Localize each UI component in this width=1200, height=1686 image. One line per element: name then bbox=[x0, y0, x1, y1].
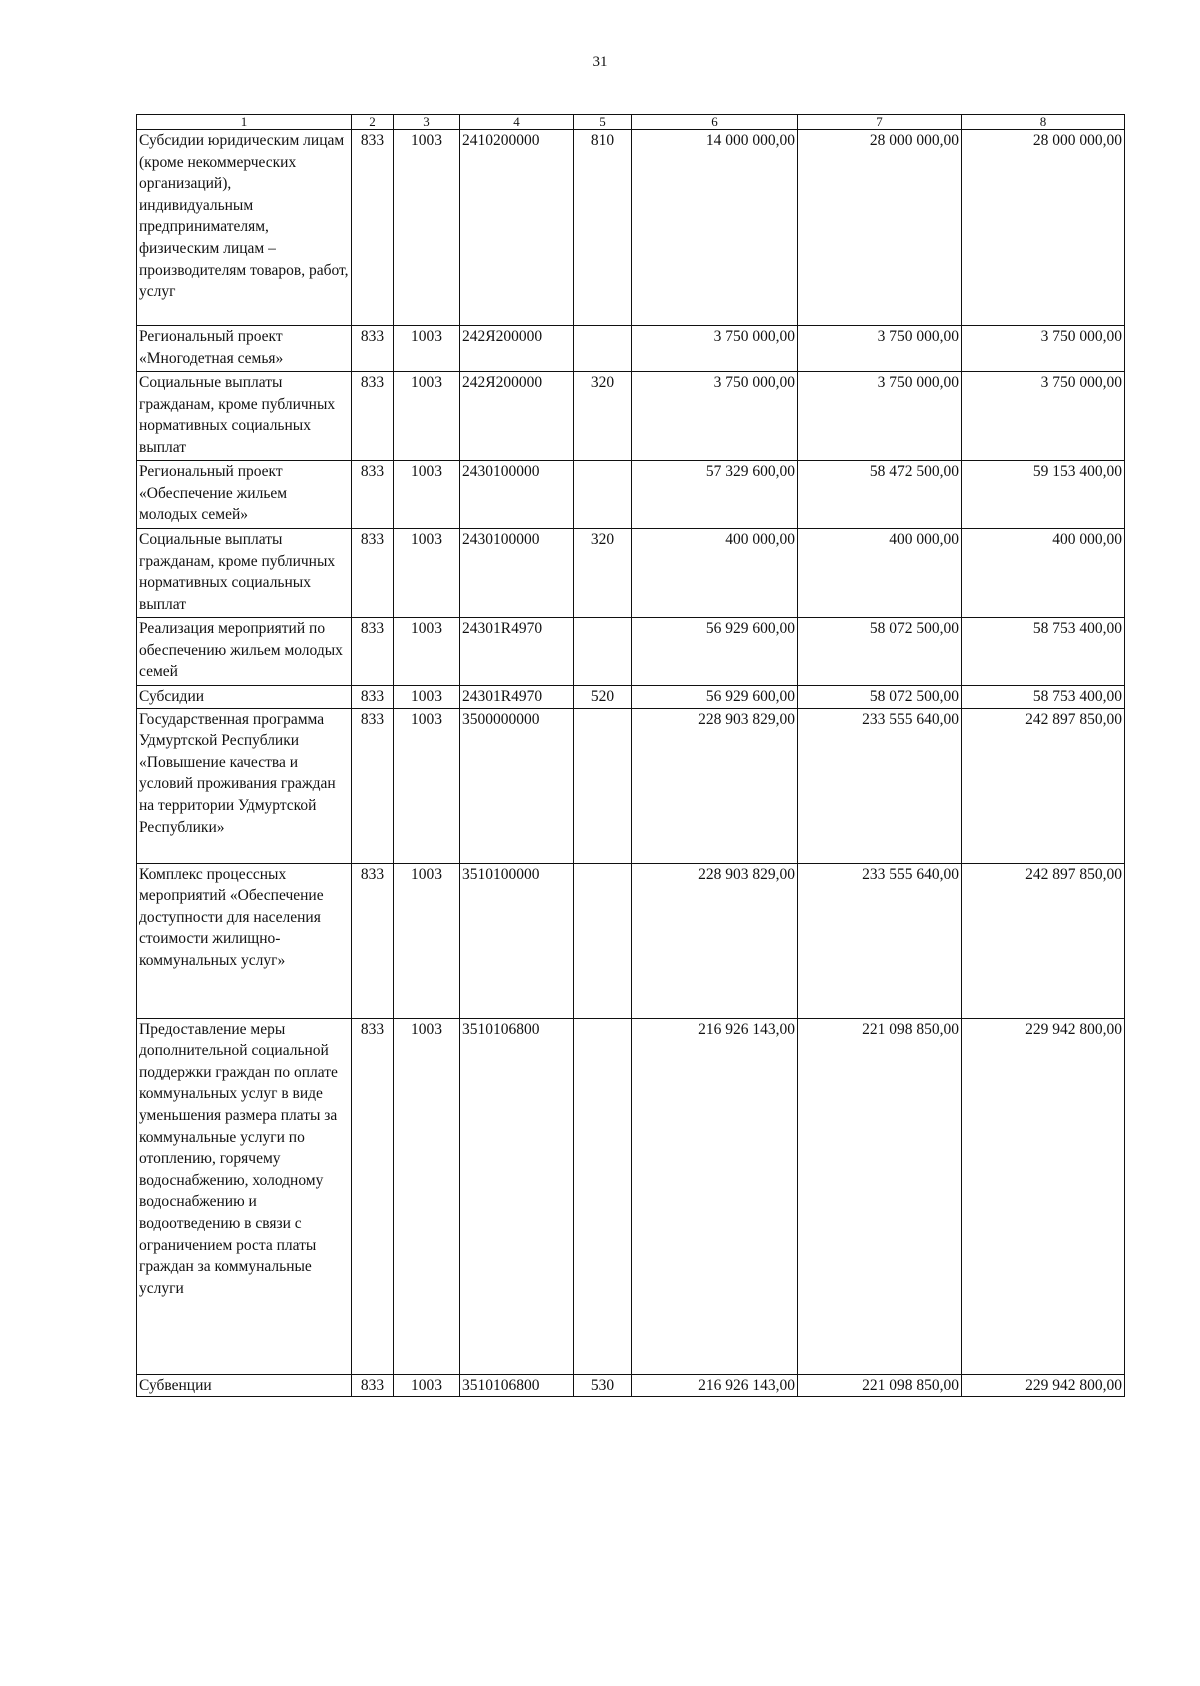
cell-target-code: 3510106800 bbox=[460, 1374, 574, 1397]
cell-amount-2: 3 750 000,00 bbox=[798, 326, 962, 372]
row-name: Комплекс процессных мероприятий «Обеспечение доступности для населения стоимости жилищно-коммунальных услуг» bbox=[137, 863, 352, 1018]
cell-expense-type bbox=[574, 618, 632, 686]
cell-target-code: 24301R4970 bbox=[460, 686, 574, 709]
cell-target-code: 242Я200000 bbox=[460, 372, 574, 461]
cell-section-code: 1003 bbox=[394, 1018, 460, 1374]
cell-expense-type: 520 bbox=[574, 686, 632, 709]
table-row bbox=[137, 372, 1125, 461]
row-name: Субвенции bbox=[137, 1374, 352, 1397]
cell-ministry-code: 833 bbox=[352, 686, 394, 709]
cell-expense-type bbox=[574, 326, 632, 372]
cell-expense-type bbox=[574, 708, 632, 863]
table-row bbox=[137, 686, 1125, 709]
cell-amount-2: 400 000,00 bbox=[798, 529, 962, 618]
table-row bbox=[137, 529, 1125, 618]
cell-ministry-code: 833 bbox=[352, 461, 394, 529]
row-name: Субсидии bbox=[137, 686, 352, 709]
cell-expense-type bbox=[574, 461, 632, 529]
cell-amount-1: 57 329 600,00 bbox=[632, 461, 798, 529]
cell-amount-2: 221 098 850,00 bbox=[798, 1018, 962, 1374]
cell-amount-1: 400 000,00 bbox=[632, 529, 798, 618]
cell-amount-2: 58 072 500,00 bbox=[798, 618, 962, 686]
cell-section-code: 1003 bbox=[394, 708, 460, 863]
cell-amount-2: 28 000 000,00 bbox=[798, 130, 962, 326]
column-header: 2 bbox=[352, 115, 394, 130]
column-header: 7 bbox=[798, 115, 962, 130]
cell-target-code: 242Я200000 bbox=[460, 326, 574, 372]
cell-expense-type bbox=[574, 863, 632, 1018]
budget-table bbox=[136, 114, 1125, 1397]
row-name: Региональный проект «Обеспечение жильем молодых семей» bbox=[137, 461, 352, 529]
row-name: Реализация мероприятий по обеспечению жильем молодых семей bbox=[137, 618, 352, 686]
cell-amount-3: 242 897 850,00 bbox=[962, 708, 1125, 863]
table-row bbox=[137, 863, 1125, 1018]
cell-amount-3: 3 750 000,00 bbox=[962, 326, 1125, 372]
cell-ministry-code: 833 bbox=[352, 618, 394, 686]
column-header: 4 bbox=[460, 115, 574, 130]
cell-ministry-code: 833 bbox=[352, 326, 394, 372]
cell-amount-3: 229 942 800,00 bbox=[962, 1018, 1125, 1374]
column-header: 8 bbox=[962, 115, 1125, 130]
cell-expense-type: 320 bbox=[574, 372, 632, 461]
cell-section-code: 1003 bbox=[394, 1374, 460, 1397]
column-header: 1 bbox=[137, 115, 352, 130]
cell-section-code: 1003 bbox=[394, 529, 460, 618]
cell-expense-type: 320 bbox=[574, 529, 632, 618]
cell-amount-1: 56 929 600,00 bbox=[632, 618, 798, 686]
row-name: Региональный проект «Многодетная семья» bbox=[137, 326, 352, 372]
cell-section-code: 1003 bbox=[394, 461, 460, 529]
cell-ministry-code: 833 bbox=[352, 529, 394, 618]
cell-amount-1: 228 903 829,00 bbox=[632, 863, 798, 1018]
cell-amount-1: 14 000 000,00 bbox=[632, 130, 798, 326]
cell-section-code: 1003 bbox=[394, 130, 460, 326]
cell-ministry-code: 833 bbox=[352, 708, 394, 863]
row-name: Предоставление меры дополнительной социальной поддержки граждан по оплате коммунальных услуг в виде уменьшения размера платы за коммунальные услуги по отоплению, горячему водоснабжению, холодному водоснабжению и водоотведению в связи с ограничением роста платы граждан за коммунальные услуги bbox=[137, 1018, 352, 1374]
table-row bbox=[137, 461, 1125, 529]
cell-section-code: 1003 bbox=[394, 372, 460, 461]
cell-expense-type: 810 bbox=[574, 130, 632, 326]
cell-expense-type bbox=[574, 1018, 632, 1374]
row-name: Субсидии юридическим лицам (кроме некоммерческих организаций), индивидуальным предпринимателям, физическим лицам – производителям товаров, работ, услуг bbox=[137, 130, 352, 326]
cell-amount-2: 233 555 640,00 bbox=[798, 708, 962, 863]
row-name: Социальные выплаты гражданам, кроме публичных нормативных социальных выплат bbox=[137, 529, 352, 618]
cell-target-code: 3510106800 bbox=[460, 1018, 574, 1374]
row-name: Социальные выплаты гражданам, кроме публичных нормативных социальных выплат bbox=[137, 372, 352, 461]
table-row bbox=[137, 1374, 1125, 1397]
column-header: 3 bbox=[394, 115, 460, 130]
cell-expense-type: 530 bbox=[574, 1374, 632, 1397]
cell-target-code: 3510100000 bbox=[460, 863, 574, 1018]
cell-amount-3: 400 000,00 bbox=[962, 529, 1125, 618]
cell-ministry-code: 833 bbox=[352, 1374, 394, 1397]
header-row bbox=[137, 115, 1125, 130]
cell-amount-3: 58 753 400,00 bbox=[962, 618, 1125, 686]
cell-amount-2: 221 098 850,00 bbox=[798, 1374, 962, 1397]
cell-ministry-code: 833 bbox=[352, 372, 394, 461]
cell-ministry-code: 833 bbox=[352, 863, 394, 1018]
table-row bbox=[137, 618, 1125, 686]
cell-amount-1: 216 926 143,00 bbox=[632, 1374, 798, 1397]
cell-target-code: 2410200000 bbox=[460, 130, 574, 326]
cell-amount-2: 3 750 000,00 bbox=[798, 372, 962, 461]
cell-amount-1: 56 929 600,00 bbox=[632, 686, 798, 709]
cell-amount-2: 233 555 640,00 bbox=[798, 863, 962, 1018]
cell-amount-3: 3 750 000,00 bbox=[962, 372, 1125, 461]
cell-amount-3: 28 000 000,00 bbox=[962, 130, 1125, 326]
cell-amount-3: 58 753 400,00 bbox=[962, 686, 1125, 709]
cell-amount-3: 242 897 850,00 bbox=[962, 863, 1125, 1018]
cell-amount-3: 229 942 800,00 bbox=[962, 1374, 1125, 1397]
cell-amount-1: 228 903 829,00 bbox=[632, 708, 798, 863]
cell-section-code: 1003 bbox=[394, 863, 460, 1018]
column-header: 5 bbox=[574, 115, 632, 130]
cell-section-code: 1003 bbox=[394, 618, 460, 686]
table-row bbox=[137, 708, 1125, 863]
row-name: Государственная программа Удмуртской Республики «Повышение качества и условий проживания граждан на территории Удмуртской Республики» bbox=[137, 708, 352, 863]
table-row bbox=[137, 130, 1125, 326]
cell-amount-1: 3 750 000,00 bbox=[632, 372, 798, 461]
cell-ministry-code: 833 bbox=[352, 1018, 394, 1374]
cell-amount-1: 3 750 000,00 bbox=[632, 326, 798, 372]
page-number: 31 bbox=[592, 54, 608, 70]
cell-target-code: 2430100000 bbox=[460, 529, 574, 618]
cell-section-code: 1003 bbox=[394, 686, 460, 709]
cell-amount-2: 58 072 500,00 bbox=[798, 686, 962, 709]
cell-target-code: 2430100000 bbox=[460, 461, 574, 529]
cell-amount-3: 59 153 400,00 bbox=[962, 461, 1125, 529]
cell-target-code: 24301R4970 bbox=[460, 618, 574, 686]
cell-ministry-code: 833 bbox=[352, 130, 394, 326]
table-row bbox=[137, 326, 1125, 372]
cell-section-code: 1003 bbox=[394, 326, 460, 372]
column-header: 6 bbox=[632, 115, 798, 130]
cell-target-code: 3500000000 bbox=[460, 708, 574, 863]
cell-amount-2: 58 472 500,00 bbox=[798, 461, 962, 529]
cell-amount-1: 216 926 143,00 bbox=[632, 1018, 798, 1374]
table-row bbox=[137, 1018, 1125, 1374]
